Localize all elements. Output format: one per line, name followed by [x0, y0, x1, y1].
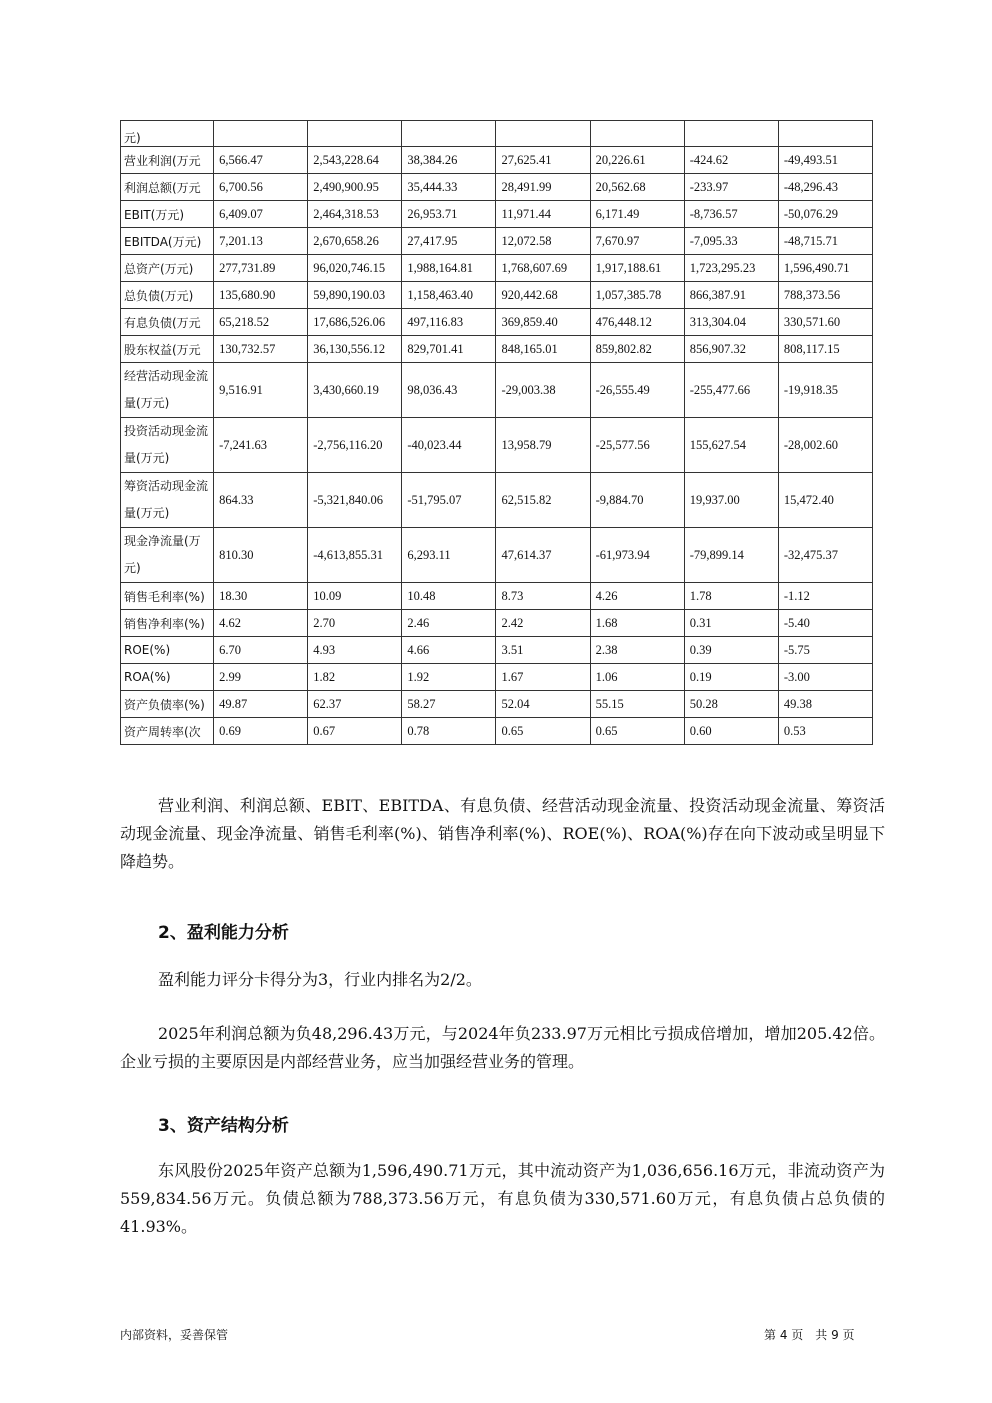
table-cell: 35,444.33: [402, 174, 496, 201]
table-cell: 810.30: [214, 528, 308, 583]
table-cell: -50,076.29: [778, 201, 872, 228]
table-cell: 856,907.32: [684, 336, 778, 363]
table-cell: 38,384.26: [402, 147, 496, 174]
table-cell: 135,680.90: [214, 282, 308, 309]
table-cell: 2.42: [496, 610, 590, 637]
table-row: [121, 147, 873, 174]
table-cell: 130,732.57: [214, 336, 308, 363]
table-cell: [684, 121, 778, 147]
table-row: [121, 418, 873, 473]
table-cell: 0.78: [402, 718, 496, 745]
table-cell: -26,555.49: [590, 363, 684, 418]
table-cell: -28,002.60: [778, 418, 872, 473]
table-cell: -19,918.35: [778, 363, 872, 418]
table-cell: 2,490,900.95: [308, 174, 402, 201]
table-cell: 17,686,526.06: [308, 309, 402, 336]
table-cell: -5.40: [778, 610, 872, 637]
table-cell: 2,670,658.26: [308, 228, 402, 255]
table-cell: 1,988,164.81: [402, 255, 496, 282]
table-cell: 13,958.79: [496, 418, 590, 473]
table-cell: 476,448.12: [590, 309, 684, 336]
table-cell: 15,472.40: [778, 473, 872, 528]
table-cell: 866,387.91: [684, 282, 778, 309]
table-cell: 0.19: [684, 664, 778, 691]
table-cell: 62,515.82: [496, 473, 590, 528]
table-cell: 2.99: [214, 664, 308, 691]
table-cell: 4.62: [214, 610, 308, 637]
table-cell: [778, 121, 872, 147]
table-row: [121, 610, 873, 637]
table-cell: 49.38: [778, 691, 872, 718]
row-label: ROA(%): [121, 664, 214, 691]
table-cell: 3.51: [496, 637, 590, 664]
table-row: [121, 528, 873, 583]
table-cell: 1,158,463.40: [402, 282, 496, 309]
table-cell: -7,241.63: [214, 418, 308, 473]
table-cell: 4.26: [590, 583, 684, 610]
table-cell: 0.60: [684, 718, 778, 745]
table-cell: 20,226.61: [590, 147, 684, 174]
table-cell: 6.70: [214, 637, 308, 664]
row-label: 销售净利率(%): [121, 610, 214, 637]
table-cell: -5.75: [778, 637, 872, 664]
table-cell: 6,700.56: [214, 174, 308, 201]
row-label: EBITDA(万元): [121, 228, 214, 255]
table-cell: [308, 121, 402, 147]
row-label: 元): [121, 121, 214, 147]
section-heading-asset-structure: 3、资产结构分析: [158, 1116, 289, 1136]
table-cell: -8,736.57: [684, 201, 778, 228]
table-cell: 65,218.52: [214, 309, 308, 336]
table-cell: -233.97: [684, 174, 778, 201]
table-row: [121, 583, 873, 610]
table-cell: 10.48: [402, 583, 496, 610]
table-cell: 313,304.04: [684, 309, 778, 336]
trend-paragraph: 营业利润、利润总额、EBIT、EBITDA、有息负债、经营活动现金流量、投资活动现金流量、筹资活动现金流量、现金净流量、销售毛利率(%)、销售净利率(%)、ROE(%)、ROA(%)存在向下波动或呈明显下降趋势。: [120, 796, 885, 871]
table-cell: 58.27: [402, 691, 496, 718]
row-label: 筹资活动现金流量(万元): [121, 473, 214, 528]
row-label: 投资活动现金流量(万元): [121, 418, 214, 473]
table-cell: -9,884.70: [590, 473, 684, 528]
table-cell: 2,543,228.64: [308, 147, 402, 174]
table-cell: 0.69: [214, 718, 308, 745]
table-row: [121, 309, 873, 336]
table-cell: 27,625.41: [496, 147, 590, 174]
section-heading-profitability: 2、盈利能力分析: [158, 923, 289, 943]
table-cell: -1.12: [778, 583, 872, 610]
row-label: 总负债(万元): [121, 282, 214, 309]
table-cell: 20,562.68: [590, 174, 684, 201]
table-cell: 788,373.56: [778, 282, 872, 309]
table-cell: -25,577.56: [590, 418, 684, 473]
table-row: [121, 255, 873, 282]
row-label: 资产周转率(次: [121, 718, 214, 745]
table-cell: 1.78: [684, 583, 778, 610]
row-label: 总资产(万元): [121, 255, 214, 282]
table-cell: 2.38: [590, 637, 684, 664]
table-cell: 10.09: [308, 583, 402, 610]
table-row: [121, 336, 873, 363]
table-cell: 6,409.07: [214, 201, 308, 228]
table-cell: 27,417.95: [402, 228, 496, 255]
table-cell: 6,293.11: [402, 528, 496, 583]
table-row: [121, 718, 873, 745]
table-cell: -29,003.38: [496, 363, 590, 418]
table-cell: 859,802.82: [590, 336, 684, 363]
table-cell: 6,566.47: [214, 147, 308, 174]
table-cell: -5,321,840.06: [308, 473, 402, 528]
table-cell: 330,571.60: [778, 309, 872, 336]
table-cell: 50.28: [684, 691, 778, 718]
table-cell: 920,442.68: [496, 282, 590, 309]
table-cell: [590, 121, 684, 147]
table-cell: 59,890,190.03: [308, 282, 402, 309]
table-cell: -424.62: [684, 147, 778, 174]
table-cell: 277,731.89: [214, 255, 308, 282]
footer-page-number: 第 4 页 共 9 页: [764, 1328, 855, 1342]
table-row: [121, 174, 873, 201]
table-cell: 11,971.44: [496, 201, 590, 228]
table-cell: 864.33: [214, 473, 308, 528]
table-cell: 0.67: [308, 718, 402, 745]
table-cell: -7,095.33: [684, 228, 778, 255]
table-cell: 7,670.97: [590, 228, 684, 255]
table-cell: 4.66: [402, 637, 496, 664]
table-row: [121, 473, 873, 528]
table-cell: 12,072.58: [496, 228, 590, 255]
table-cell: 0.65: [496, 718, 590, 745]
table-cell: 6,171.49: [590, 201, 684, 228]
asset-detail-paragraph: 东风股份2025年资产总额为1,596,490.71万元，其中流动资产为1,036,656.16万元，非流动资产为559,834.56万元。负债总额为788,373.56万元，有息负债为330,571.60万元，有息负债占总负债的41.93%。: [120, 1161, 885, 1236]
table-row: [121, 363, 873, 418]
table-cell: 47,614.37: [496, 528, 590, 583]
table-cell: -40,023.44: [402, 418, 496, 473]
row-label: 利润总额(万元: [121, 174, 214, 201]
row-label: 有息负债(万元: [121, 309, 214, 336]
table-cell: 155,627.54: [684, 418, 778, 473]
table-cell: 8.73: [496, 583, 590, 610]
table-cell: 96,020,746.15: [308, 255, 402, 282]
table-cell: 0.39: [684, 637, 778, 664]
table-cell: 28,491.99: [496, 174, 590, 201]
table-cell: [496, 121, 590, 147]
table-row: [121, 228, 873, 255]
table-cell: -255,477.66: [684, 363, 778, 418]
table-row: [121, 664, 873, 691]
table-cell: 497,116.83: [402, 309, 496, 336]
table-cell: -49,493.51: [778, 147, 872, 174]
table-cell: 808,117.15: [778, 336, 872, 363]
table-cell: 848,165.01: [496, 336, 590, 363]
row-label: 资产负债率(%): [121, 691, 214, 718]
table-cell: 55.15: [590, 691, 684, 718]
table-cell: 19,937.00: [684, 473, 778, 528]
table-cell: [402, 121, 496, 147]
table-row: [121, 691, 873, 718]
table-cell: 1.82: [308, 664, 402, 691]
table-cell: 829,701.41: [402, 336, 496, 363]
table-cell: 1,596,490.71: [778, 255, 872, 282]
row-label: ROE(%): [121, 637, 214, 664]
table-cell: -48,715.71: [778, 228, 872, 255]
table-cell: 1,917,188.61: [590, 255, 684, 282]
table-cell: 9,516.91: [214, 363, 308, 418]
table-cell: 3,430,660.19: [308, 363, 402, 418]
table-cell: 4.93: [308, 637, 402, 664]
table-cell: 0.31: [684, 610, 778, 637]
table-cell: 98,036.43: [402, 363, 496, 418]
table-cell: 1.67: [496, 664, 590, 691]
table-cell: 62.37: [308, 691, 402, 718]
row-label: EBIT(万元): [121, 201, 214, 228]
table-cell: 1.68: [590, 610, 684, 637]
table-cell: -61,973.94: [590, 528, 684, 583]
table-cell: -48,296.43: [778, 174, 872, 201]
table-row: [121, 201, 873, 228]
table-row: [121, 282, 873, 309]
table-cell: 7,201.13: [214, 228, 308, 255]
row-label: 销售毛利率(%): [121, 583, 214, 610]
table-cell: -2,756,116.20: [308, 418, 402, 473]
table-cell: -4,613,855.31: [308, 528, 402, 583]
table-cell: -51,795.07: [402, 473, 496, 528]
profit-score-paragraph: 盈利能力评分卡得分为3，行业内排名为2/2。: [158, 970, 482, 989]
profit-detail-paragraph: 2025年利润总额为负48,296.43万元，与2024年负233.97万元相比亏损成倍增加，增加205.42倍。企业亏损的主要原因是内部经营业务，应当加强经营业务的管理。: [120, 1024, 885, 1071]
row-label: 股东权益(万元: [121, 336, 214, 363]
row-label: 现金净流量(万元): [121, 528, 214, 583]
row-label: 经营活动现金流量(万元): [121, 363, 214, 418]
table-row: [121, 121, 873, 147]
table-cell: -79,899.14: [684, 528, 778, 583]
table-cell: 2.46: [402, 610, 496, 637]
table-cell: 1,768,607.69: [496, 255, 590, 282]
table-row: [121, 637, 873, 664]
table-cell: 18.30: [214, 583, 308, 610]
table-cell: 1,723,295.23: [684, 255, 778, 282]
table-cell: 1,057,385.78: [590, 282, 684, 309]
table-cell: 369,859.40: [496, 309, 590, 336]
table-cell: 52.04: [496, 691, 590, 718]
table-cell: [214, 121, 308, 147]
table-cell: 49.87: [214, 691, 308, 718]
footer-confidential-note: 内部资料，妥善保管: [120, 1328, 229, 1342]
table-cell: 1.06: [590, 664, 684, 691]
table-cell: -3.00: [778, 664, 872, 691]
table-cell: 2,464,318.53: [308, 201, 402, 228]
table-cell: 0.53: [778, 718, 872, 745]
table-cell: 2.70: [308, 610, 402, 637]
table-cell: 1.92: [402, 664, 496, 691]
table-cell: -32,475.37: [778, 528, 872, 583]
table-cell: 0.65: [590, 718, 684, 745]
financial-data-table: [120, 120, 873, 745]
table-cell: 26,953.71: [402, 201, 496, 228]
row-label: 营业利润(万元: [121, 147, 214, 174]
table-cell: 36,130,556.12: [308, 336, 402, 363]
